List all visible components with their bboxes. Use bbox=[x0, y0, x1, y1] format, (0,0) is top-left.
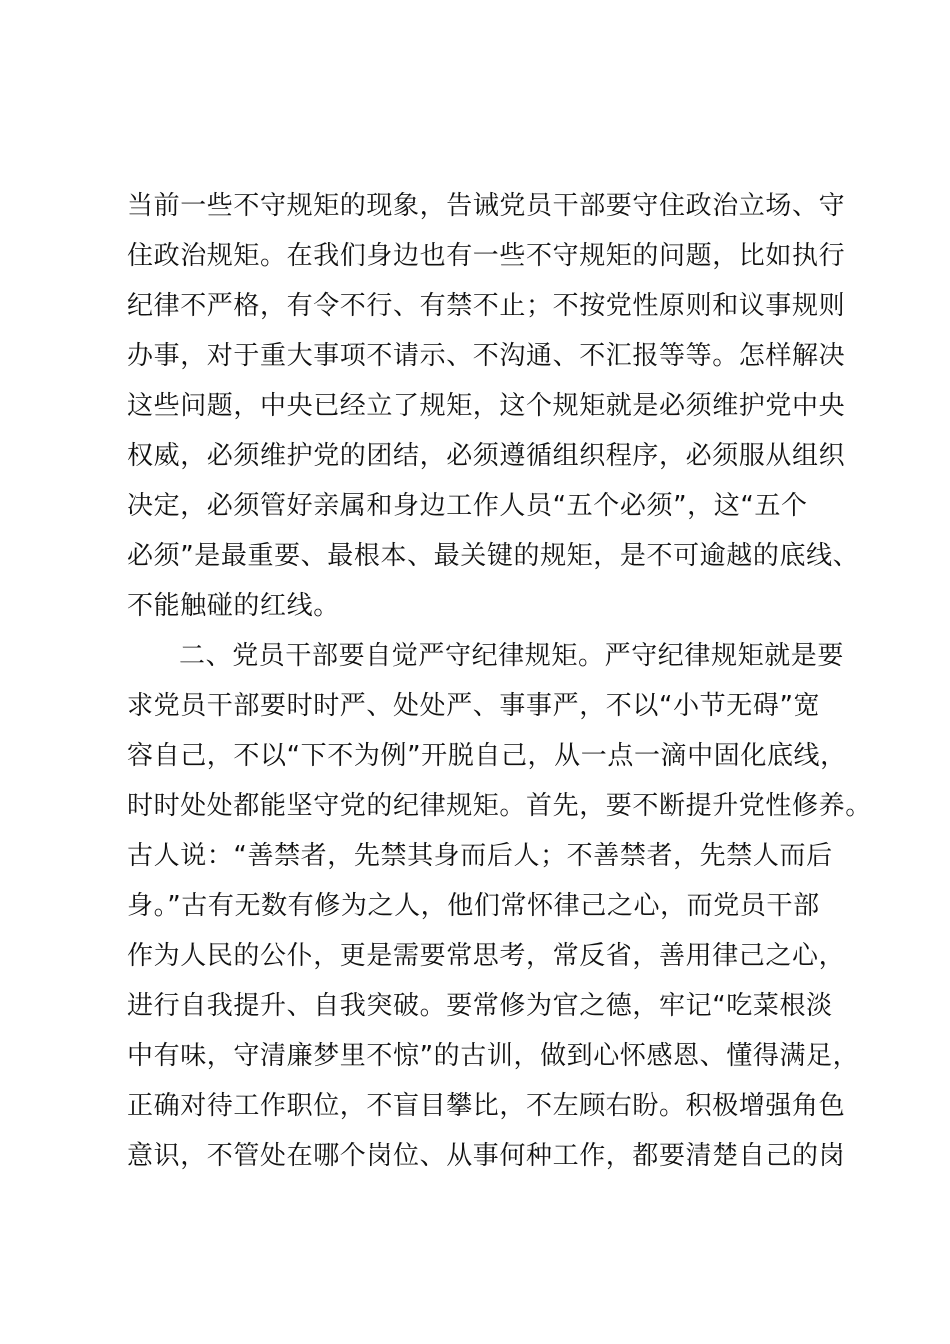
text-line: 二、党员干部要自觉严守纪律规矩。严守纪律规矩就是要 bbox=[179, 641, 845, 671]
text-line: 权威，必须维护党的团结，必须遵循组织程序，必须服从组织 bbox=[127, 441, 846, 471]
text-line: 作为人民的公仆，更是需要常思考，常反省，善用律己之心， bbox=[127, 941, 846, 971]
text-line: 古人说：“善禁者，先禁其身而后人；不善禁者，先禁人而后 bbox=[127, 841, 833, 871]
text-line: 当前一些不守规矩的现象，告诫党员干部要守住政治立场、守 bbox=[127, 191, 846, 221]
text-line: 不能触碰的红线。 bbox=[127, 591, 340, 621]
text-line: 进行自我提升、自我突破。要常修为官之德，牢记“吃菜根淡 bbox=[127, 991, 833, 1021]
text-line: 时时处处都能坚守党的纪律规矩。首先，要不断提升党性修养。 bbox=[127, 791, 872, 821]
text-line: 住政治规矩。在我们身边也有一些不守规矩的问题，比如执行 bbox=[127, 241, 846, 271]
text-line: 求党员干部要时时严、处处严、事事严，不以“小节无碍”宽 bbox=[127, 691, 821, 721]
text-line: 这些问题，中央已经立了规矩，这个规矩就是必须维护党中央 bbox=[127, 391, 846, 421]
text-line: 决定，必须管好亲属和身边工作人员“五个必须”，这“五个 bbox=[127, 491, 808, 521]
paragraph-2 bbox=[127, 631, 872, 1181]
document-body bbox=[127, 181, 872, 1181]
text-line: 纪律不严格，有令不行、有禁不止；不按党性原则和议事规则 bbox=[127, 291, 846, 321]
paragraph-1 bbox=[127, 181, 860, 631]
text-line: 正确对待工作职位，不盲目攀比，不左顾右盼。积极增强角色 bbox=[127, 1091, 846, 1121]
text-line: 容自己，不以“下不为例”开脱自己，从一点一滴中固化底线， bbox=[127, 741, 847, 771]
text-line: 中有味，守清廉梦里不惊”的古训，做到心怀感恩、懂得满足， bbox=[127, 1041, 860, 1071]
text-line: 必须”是最重要、最根本、最关键的规矩，是不可逾越的底线、 bbox=[127, 541, 860, 571]
text-line: 身。”古有无数有修为之人，他们常怀律己之心，而党员干部 bbox=[127, 891, 820, 921]
text-line: 办事，对于重大事项不请示、不沟通、不汇报等等。怎样解决 bbox=[127, 341, 846, 371]
text-line: 意识，不管处在哪个岗位、从事何种工作，都要清楚自己的岗 bbox=[127, 1141, 846, 1171]
